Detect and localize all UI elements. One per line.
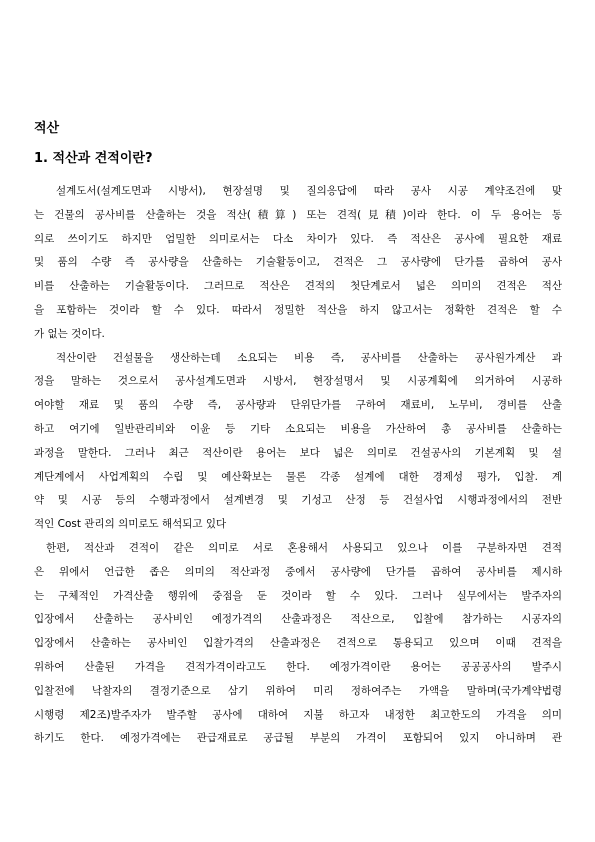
text-line: 적산이란 건설물을 생산하는데 소요되는 비용 즉, 공사비를 산출하는 공사원가계산 과	[56, 351, 562, 364]
text-line: 정을 말하는 것으로서 공사설계도면과 시방서, 현장설명서 및 시공계획에 의거하여 시공하	[34, 375, 562, 388]
text-line: 위하여 산출된 가격을 견적가격이라고도 한다. 예정가격이란 용어는 공공공사의 발주시	[34, 660, 562, 673]
text-line: 계단계에서 사업계획의 수립 및 예산확보는 물론 각종 설계에 대한 경제성 평가, 입찰. 계	[34, 470, 562, 483]
text-line: 는 건물의 공사비를 산출하는 것을 적산(積算) 또는 견적(見積)이라 한다. 이 두 용어는 동	[34, 208, 562, 221]
text-line: 입장에서 산출하는 공사비인 입찰가격의 산출과정은 견적으로 통용되고 있으며 이때 견적을	[34, 637, 562, 650]
text-line: 과정을 말한다. 그러나 최근 적산이란 용어는 보다 넓은 의미로 건설공사의 기본계획 및 설	[34, 446, 562, 459]
document-title: 적산	[34, 121, 60, 136]
text-line: 입장에서 산출하는 공사비인 예정가격의 산출과정은 적산으로, 입찰에 참가하는 시공자의	[34, 613, 562, 626]
section-heading: 1. 적산과 견적이란?	[34, 151, 153, 166]
body-text	[34, 180, 562, 751]
text-line: 한편, 적산과 견적이 같은 의미로 서로 혼용해서 사용되고 있으나 이를 구분하자면 견적	[46, 541, 562, 554]
text-line: 여야할 재료 및 품의 수량 즉, 공사량과 단위단가를 구하여 재료비, 노무비, 경비를 산출	[34, 399, 562, 412]
text-line: 입찰전에 낙찰자의 결정기준으로 삼기 위하여 미리 정하여주는 가액을 말하며(국가계약법령	[34, 684, 562, 697]
text-line: 및 품의 수량 즉 공사량을 산출하는 기술활동이고, 견적은 그 공사량에 단가를 곱하여 공사	[34, 256, 562, 269]
text-line: 적인 Cost 관리의 의미로도 해석되고 있다	[34, 518, 227, 531]
text-line: 약 및 시공 등의 수행과정에서 설계변경 및 기성고 산정 등 건설사업 시행과정에서의 전반	[34, 494, 562, 507]
text-line: 비를 산출하는 기술활동이다. 그러므로 적산은 견적의 첫단계로서 넓은 의미의 견적은 적산	[34, 280, 562, 293]
text-line: 을 포함하는 것이라 할 수 있다. 따라서 정밀한 적산을 하지 않고서는 정확한 견적은 할 수	[34, 303, 562, 316]
text-line: 시행령 제2조)발주자가 발주할 공사에 대하여 지불 하고자 내정한 최고한도의 가격을 의미	[34, 708, 562, 721]
text-line: 은 위에서 언급한 좁은 의미의 적산과정 중에서 공사량에 단가를 곱하여 공사비를 제시하	[34, 565, 562, 578]
text-line: 하기도 한다. 예정가격에는 관급재료로 공급될 부분의 가격이 포함되어 있지 아니하며 관	[34, 732, 562, 745]
text-line: 는 구체적인 가격산출 행위에 중점을 둔 것이라 할 수 있다. 그러나 실무에서는 발주자의	[34, 589, 562, 602]
text-line: 의로 쓰이기도 하지만 엄밀한 의미로서는 다소 차이가 있다. 즉 적산은 공사에 필요한 재료	[34, 232, 562, 245]
text-line: 하고 여기에 일반관리비와 이윤 등 기타 소요되는 비용을 가산하여 총 공사비를 산출하는	[34, 422, 562, 435]
text-line: 가 없는 것이다.	[34, 327, 105, 340]
text-line: 설계도서(설계도면과 시방서), 현장설명 및 질의응답에 따라 공사 시공 계약조건에 맞	[56, 185, 562, 197]
